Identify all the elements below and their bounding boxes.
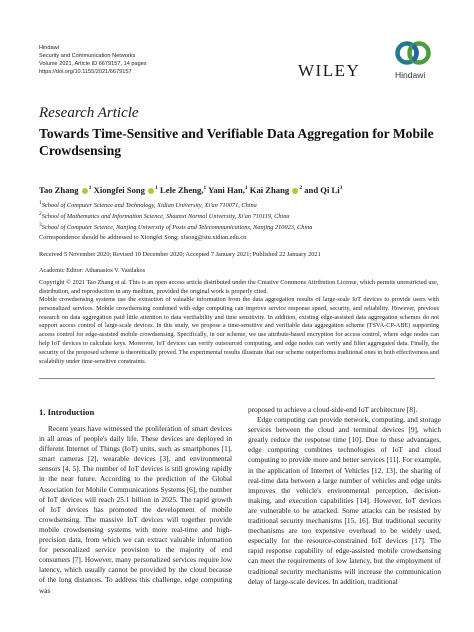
affiliation-text: School of Computer Science, Nanjing University of Posts and Telecommunications, Nanjing 210023, China [41,224,313,232]
author-name: Yani Han, [208,184,245,195]
affiliations [39,199,449,232]
orcid-icon[interactable] [292,188,298,194]
body-paragraph: proposed to achieve a cloud-side-end IoT architecture [8]. [248,405,418,414]
body-paragraph: Edge computing can provide network, computing, and storage services between the cloud and terminal devices [9], which greatly reduce the response time [10]. Due to these advantages, edge computing combines technologies of IoT and cloud computing to provide more and better services [11]. For example, in the application of Internet of Vehicles [12, 13], the sharing of real-time data between a large number of vehicles and edge units improves the vehicle's environmental perception, decision-making, and execution capabilities [14]. However, IoT devices are vulnerable to be attacked. Some attacks can be resisted by traditional security mechanisms [15, 16]. But traditional security mechanisms are too expensive overhead to be widely used, especially for the resource-constrained IoT devices [17]. The rapid response capability of edge-assisted mobile crowdsensing can meet the requirements of low latency, but the employment of traditional security mechanisms will increase the communication delay of large-scale devices. In addition, traditional [248,415,441,586]
affiliation-text: School of Computer Science and Technology, Xidian University, Xi'an 710071, China [41,202,257,210]
affiliation-item [39,221,449,232]
hindawi-logo-icon [393,36,433,70]
author-name: Kai Zhang [249,184,290,195]
section-heading: 1. Introduction [39,407,95,417]
author-name: Lele Zheng, [160,184,204,195]
abstract-divider [39,378,435,379]
orcid-icon[interactable] [148,188,154,194]
journal-info [39,44,147,76]
affiliation-number: 3 [39,222,42,229]
author-list [39,182,439,196]
orcid-icon[interactable] [82,188,88,194]
author-name: Xiongfei Song [93,184,145,195]
copyright-notice: Copyright © 2021 Tao Zhang et al. This is an open access article distributed under the Creative Commons Attribution License, which permits unrestricted use, distribution, and reproduction in any medium, provided the original work is properly cited. [39,279,439,295]
journal-name: Security and Communication Networks [39,53,136,59]
affiliation-number: 1 [39,200,42,206]
hindawi-wordmark: Hindawi [395,70,426,80]
body-column-right [248,405,441,587]
author-name: and Qi Li [304,184,340,195]
publisher-name: Hindawi [39,45,59,51]
author-affil-mark: 2 [299,185,303,191]
abstract: Mobile crowdsensing systems use the extraction of valuable information from the data aggregation results of large-scale IoT devices to provide users with personalized services. Mobile crowdsensing combined with edge computing can improve service response speed, security, and reliability. However, previous research on data aggregation paid little attention to data verifiability and time sensitivity. In addition, existing edge-assisted data aggregation schemes do not support access control of large-scale devices. In this study, we propose a time-sensitive and verifiable data aggregation scheme (TSVA-CP-ABE) supporting access control for edge-assisted mobile crowdsensing. Specifically, in our scheme, we use attribute-based encryption for access control, where edge nodes can help IoT devices to calculate keys. Moreover, IoT devices can verify outsourced computing, and edge nodes can verify and filter aggregated data. Finally, the security of the proposed scheme is theoretically proved. The experimental results illustrate that our scheme outperforms traditional ones in both effectiveness and scalability under time-sensitive constraints. [39,296,439,365]
author-affil-mark: 1 [155,185,158,191]
wiley-logo: WILEY [298,61,361,80]
affiliation-item [39,210,449,221]
publication-dates: Received 5 November 2020; Revised 10 December 2020; Accepted 7 January 2021; Published 22 January 2021 [39,251,321,258]
author-affil-mark: 1 [203,185,207,191]
volume-line: Volume 2021, Article ID 6679157, 14 pages [39,61,147,67]
affiliation-text: School of Mathematics and Information Science, Shaanxi Normal University, Xi'an 710119, China [41,213,290,221]
author-affil-mark: 3 [339,185,343,191]
correspondence: Correspondence should be addressed to Xiongfei Song; xfsong@stu.xidian.edu.cn [39,234,247,241]
academic-editor: Academic Editor: Athanasios V. Vasilakos [39,267,146,274]
doi-link[interactable]: https://doi.org/10.1155/2021/6679157 [39,69,132,75]
affiliation-item [39,199,449,210]
article-title: Towards Time-Sensitive and Verifiable Data Aggregation for Mobile Crowdsensing [39,126,434,158]
author-name: Tao Zhang [39,184,79,195]
affiliation-number: 2 [39,211,42,218]
author-affil-mark: 1 [244,185,248,191]
body-paragraph: Recent years have witnessed the proliferation of smart devices in all areas of people's daily life. These devices are deployed in different Internet of Things (IoT) units, such as smartphones [1], smart cameras [2], wearable devices [3], and environmental sensors [4, 5]. The number of IoT devices is still growing rapidly in the near future. According to the prediction of the Global Association for Mobile Communications Systems [6], the number of IoT devices will reach 25.1 billion in 2025. The rapid growth of IoT devices has promoted the development of mobile crowdsensing. The massive IoT devices will together provide mobile crowdsensing systems with more real-time and high-precision data, from which we can extract valuable information for personalized service provision to the majority of end consumers [7]. However, many personalized services require low latency, which usually cannot be provided by the cloud because of the long distances. To address this challenge, edge computing was [39,424,232,595]
body-column-left [39,424,232,596]
author-affil-mark: 1 [88,185,92,191]
article-type: Research Article [39,105,139,121]
